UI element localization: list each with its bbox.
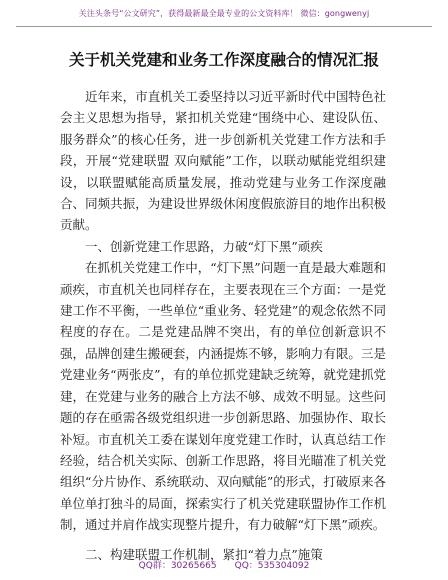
footer-contact	[0, 560, 448, 572]
document-body	[60, 86, 386, 565]
intro-paragraph: 近年来，市直机关工委坚持以习近平新时代中国特色社会主义思想为指导，紧扣机关党建“围绕中心、建设队伍、服务群众”的核心任务，进一步创新机关党建工作方法和手段，开展“党建联盟 双向赋能”工作，以联动赋能党组织建设，以联盟赋能高质量发展，推动党建与业务工作深度融合、同频共振，为建设世界级休闲度假旅游目的地作出积极贡献。	[60, 89, 386, 233]
section-heading-2: 二、构建联盟工作机制，紧扣“着力点”施策	[85, 546, 323, 562]
header-divider	[16, 26, 432, 27]
header-banner: 关注头条号“公文研究”，获得最新最全最专业的公文资料库！ 微信：gongwenyj	[78, 9, 370, 18]
footer-qq: QQ：535304092	[234, 561, 310, 571]
document-title: 关于机关党建和业务工作深度融合的情况汇报	[68, 51, 379, 69]
body-paragraph: 在抓机关党建工作中，“灯下黑”问题一直是最大难题和顽疾，市直机关也同样存在，主要表现在三个方面：一是党建工作不平衡，一些单位“重业务、轻党建”的观念依然不同程度的存在。二是党建品牌不突出，有的单位创新意识不强，品牌创建生搬硬套，内涵提炼不够，影响力有限。三是党建业务“两张皮”，有的单位抓党建缺乏统筹，就党建抓党建，在党建与业务的融合上方法不够、成效不明显。这些问题的存在亟需各级党组织进一步创新思路、加强协作、取长补短。市直机关工委在谋划年度党建工作时，认真总结工作经验，结合机关实际、创新工作思路，将目光瞄准了机关党组织“分片协作、系统联动、双向赋能”的形式，打破原来各单位单打独斗的局面，探索实行了机关党建联盟协作工作机制，通过并肩作战实现整片提升，有力破解“灯下黑”顽疾。	[60, 260, 386, 533]
section-heading-1: 一、创新党建工作思路，力破“灯下黑”顽疾	[85, 238, 323, 254]
footer-qq-group: QQ群：30265665	[138, 561, 217, 571]
